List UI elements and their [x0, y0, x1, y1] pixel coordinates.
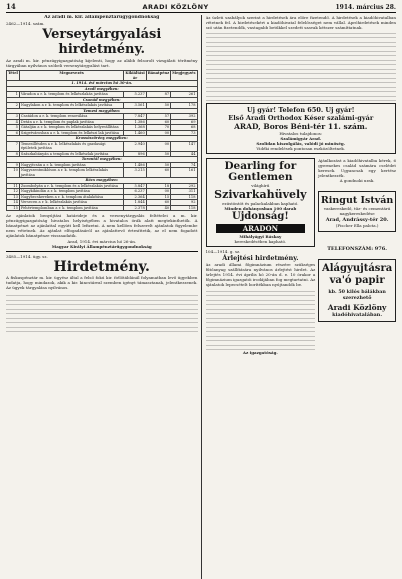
salami-name-b: szalámi-gyár — [327, 114, 374, 122]
alagyujtas-brand: Aradi Közlöny — [327, 303, 387, 312]
divider — [6, 251, 198, 252]
table-cell-c: 161 — [171, 168, 197, 178]
dearling-shop: kereskedésében kapható. — [234, 239, 287, 244]
col-header-name: Megnevezés — [19, 71, 123, 81]
table-cell-a: 3.561 — [124, 103, 146, 109]
table-cell-c: 92 — [171, 200, 197, 206]
table-cell-c: 74 — [171, 162, 197, 168]
notice2-number: 3485—1914. ügy. sz. — [6, 254, 48, 259]
table-cell-b: 50 — [146, 103, 170, 109]
table-cell-name: Zsombolyán a r. k. templom és a lelkészlakás javítása — [19, 183, 123, 189]
table-section-label: Csanád megyében: — [7, 97, 198, 103]
ringut-desc-1: vaskereskedő, tűz- és cementárú — [323, 206, 391, 211]
table-cell-name: Szászkabányán a templom és lelkészlak javítása — [19, 151, 123, 157]
table-cell-name: Nagybecskereken a r. k. templom átalakítása — [19, 194, 123, 200]
table-cell-no: 13 — [7, 194, 20, 200]
dearling-avail: Minden dohányosban 100 darab — [224, 206, 297, 211]
table-cell-a: 1.460 — [124, 130, 146, 136]
notice-signature: Magyar Királyi Állampénztárügygondnokság — [51, 244, 152, 249]
dearling-desc: ezüstöntöt és palackalakban kapható. — [222, 201, 299, 206]
alagyujtas-ad — [318, 259, 396, 322]
table-cell-no: 8 — [7, 151, 20, 157]
notice-headline: Verseytárgyalási hirdetmény. — [42, 27, 162, 57]
table-cell-a: 1.486 — [124, 162, 146, 168]
table-cell-b: 57 — [146, 114, 170, 120]
table-cell-b: 00 — [146, 130, 170, 136]
table-cell-b: 40 — [146, 205, 170, 211]
ringut-name: Ringut István — [320, 195, 394, 206]
table-cell-a: 1.368 — [124, 125, 146, 131]
table-row — [7, 205, 198, 211]
table-cell-a: 2.940 — [124, 141, 146, 151]
dearling-brand-sub: Mihályágyi Ráskay — [239, 234, 282, 239]
salami-name: Első Aradi Orthodox Késer — [228, 114, 325, 122]
ringut-ad — [318, 191, 396, 232]
table-section-label: Aradi megyében: — [7, 86, 198, 92]
newspaper-title: ARADI KÖZLÖNY — [142, 3, 209, 11]
table-cell-a: 5.237 — [124, 92, 146, 98]
notice-number: 2462—1914. szám. — [6, 21, 45, 26]
table-section-label: Temesi megyében: — [7, 108, 198, 114]
dearling-novelty: Ujdonság! — [231, 211, 289, 222]
table-row — [7, 141, 198, 151]
notice2-body: A fiskuspénztár m. kir. ügyész által a felső fokú kir. ítélőtáblánál folyamatban levő ügyekben tudatja, hogy mindazok, akik a kir. kincstárral szemben igényt támasztanak, jelentkezzenek. Az ügyek tárgyalása nyilvános. — [6, 275, 198, 290]
table-cell-a: 3.215 — [124, 168, 146, 178]
salami-owner: Szalámigyár Arad. — [280, 136, 322, 141]
table-cell-a: 896 — [124, 151, 146, 157]
table-row — [7, 103, 198, 109]
table-cell-b: 87 — [146, 92, 170, 98]
salami-phone-line: Uj gyár! Telefon 650. Uj gyár! — [247, 106, 355, 114]
page-header — [6, 3, 396, 13]
right-column — [206, 15, 397, 579]
table-cell-c: 261 — [171, 92, 197, 98]
table-cell-b: 60 — [146, 200, 170, 206]
notice3-sign: Az igazgatóság. — [242, 350, 278, 355]
salami-slogan: Szolidan kiszolgálás, valódi jó minőség. — [256, 141, 346, 146]
table-cell-b: 15 — [146, 194, 170, 200]
table-section-label: Bács megyében: — [7, 178, 198, 184]
tender-table — [6, 70, 198, 211]
dearling-ad — [206, 158, 316, 247]
table-row — [7, 92, 198, 98]
table-cell-a: 2.378 — [124, 205, 146, 211]
table-cell-no: 2 — [7, 103, 20, 109]
small-ad-sig: A gondnoki urak. — [339, 178, 375, 183]
table-cell-c: 73 — [171, 130, 197, 136]
table-cell-c: 311 — [171, 189, 197, 195]
table-cell-no: 4 — [7, 119, 20, 125]
table-cell-no: 5 — [7, 125, 20, 131]
salami-owner-label: Hivatalos tulajdonos: — [279, 131, 323, 136]
table-cell-b: 60 — [146, 168, 170, 178]
tender-table-body — [7, 81, 198, 211]
table-row — [7, 194, 198, 200]
table-cell-no: 3 — [7, 114, 20, 120]
table-row — [7, 183, 198, 189]
table-cell-c: 118 — [171, 205, 197, 211]
table-cell-no: 9 — [7, 162, 20, 168]
salami-ad — [206, 103, 397, 154]
notice-signoff: Arad, 1914. évi március hó 26-án. — [67, 239, 137, 244]
table-cell-name: Nagyjécsán a r. k. templom javítása — [19, 162, 123, 168]
table-cell-no: 10 — [7, 168, 20, 178]
table-cell-name: Váradon a r. k. templom és lelkészlakás javítása — [19, 92, 123, 98]
table-cell-no: 6 — [7, 130, 20, 136]
page-number: 14 — [6, 2, 16, 11]
alagyujtas-office: kiadóhivatalában. — [332, 312, 383, 318]
ringut-desc-2: nagykereskedése — [339, 211, 375, 216]
col-header-no: Tétel — [7, 71, 20, 81]
notice-authority: Az aradi m. kir. állampénztárügygondnokság — [44, 15, 160, 20]
dearling-brand: ARADON — [216, 224, 306, 233]
table-cell-b: 50 — [146, 151, 170, 157]
notice-intro: Az aradi m. kir. pénzügyigazgatóság kijelenti, hogy az alább felsorolt vizsgálati térítmény tárgyában nyilvános szóbeli versenytárgyalást tart. — [6, 58, 198, 68]
table-cell-b: 60 — [146, 119, 170, 125]
table-cell-c: 392 — [171, 114, 197, 120]
rules-continued-text — [206, 31, 397, 101]
table-cell-name: Temesillésden a r. k. lelkészlakás és gazdasági épületek javítása — [19, 141, 123, 151]
left-column — [6, 15, 202, 579]
col-header-a: Kikiáltási ár — [125, 71, 145, 80]
salami-address: ARAD, Boros Béni-tér 11. szám. — [234, 122, 368, 131]
table-cell-b: 70 — [146, 125, 170, 131]
table-cell-name: Detán a r. k. templom és paplak javítása — [19, 119, 123, 125]
table-cell-a: 5.847 — [124, 183, 146, 189]
ringut-address: Arad, Andrássy-tér 20. — [325, 217, 389, 223]
ringut-phone: TELEFONSZÁM: 976. — [327, 246, 387, 252]
notice2-headline: Hirdetmény. — [53, 259, 150, 275]
table-cell-no: 12 — [7, 189, 20, 195]
table-cell-name: Nagylakon a r. k. templom és lelkészlakás javítása — [19, 103, 123, 109]
notice2-continued-text — [6, 292, 198, 332]
table-cell-name: Nagyszentmiklóson a r. k. templom lelkészlakás javítása — [19, 168, 123, 178]
table-cell-c: 68 — [171, 125, 197, 131]
table-cell-a: 1.844 — [124, 200, 146, 206]
table-cell-name: Szigetvárosban a r. k. templom és lelkészi lak javítása — [19, 130, 123, 136]
dearling-title-2: Gentlemen — [228, 171, 293, 183]
table-cell-a: 1.386 — [124, 119, 146, 125]
table-row — [7, 125, 198, 131]
table-cell-name: Csatádon a r. k. templom renoválása — [19, 114, 123, 120]
dearling-sub: világhírű — [251, 183, 270, 188]
alagyujtas-title-2: va'ó papir — [329, 275, 385, 286]
table-cell-a: 6.237 — [124, 189, 146, 195]
notice3-body: Az aradi állami főgimnázium részére szükséges fűtőanyag szállítására nyilvános árlejtést hirdet. Az árlejtés 1914. évi április hó 20-án d. e. 10 órakor a főgimnázium igazgatói irodájában fog megtartatni. Az ajánlatok lepecsételt borítékban nyújtandók be. — [205, 262, 316, 287]
table-cell-b: 50 — [146, 162, 170, 168]
table-cell-a: 7.847 — [124, 114, 146, 120]
table-section-label: Torontál megyében: — [7, 157, 198, 163]
dearling-title-1: Dearling for — [224, 160, 297, 172]
small-ad-text: Ajánlkozást a kiadóhivatalba kérek, 6 gyermekes család számára cselédet keresek. Ugyancsak egy kertész jelentkezzék. — [318, 158, 396, 178]
notice3-headline: Árlejtési hirdetmény. — [222, 254, 299, 262]
table-cell-c: 178 — [171, 103, 197, 109]
table-cell-name: Gátalján a r. k. templom és lelkészlakás helyreállítása — [19, 125, 123, 131]
notice3-continued-text — [206, 288, 316, 350]
table-cell-no: 15 — [7, 205, 20, 211]
table-cell-no: 14 — [7, 200, 20, 206]
issue-date: 1914. március 28. — [335, 4, 396, 11]
table-cell-c: 292 — [171, 183, 197, 189]
table-cell-c: 44 — [171, 151, 197, 157]
alagyujtas-title: Alágyujtásra — [321, 263, 393, 274]
table-cell-no: 1 — [7, 92, 20, 98]
tender-date-line: 1. 1914. évi március hó 30-án. — [7, 81, 198, 87]
table-cell-c: 69 — [171, 119, 197, 125]
col-header-b: Bánatpénz — [146, 71, 170, 81]
table-cell-no: 7 — [7, 141, 20, 151]
notice3-number: 104—1914. g. sz. — [205, 249, 241, 254]
table-cell-name: Versecen a r. k. lelkészlakás javítása — [19, 200, 123, 206]
table-cell-a: 2.364 — [124, 194, 146, 200]
table-row — [7, 151, 198, 157]
table-cell-name: Nagykikindán a r. k. templom javítása — [19, 189, 123, 195]
table-row — [7, 168, 198, 178]
table-cell-b: 18 — [146, 183, 170, 189]
alagyujtas-desc: kb. 50 kilós bálákban szerezhető — [328, 289, 386, 301]
dearling-product: Szivarkahüvely — [214, 188, 307, 201]
col-header-c: Megjegyzés — [171, 71, 197, 81]
table-row — [7, 130, 198, 136]
table-cell-name: Fehértemplomban a r. k. templom javítása — [19, 205, 123, 211]
table-cell-c: 147 — [171, 141, 197, 151]
table-cell-no: 11 — [7, 183, 20, 189]
table-cell-b: 00 — [146, 141, 170, 151]
table-section-label: Krassószörény megyében: — [7, 136, 198, 142]
ringut-address-2: (Fischer Ella palota.) — [335, 223, 379, 228]
notice-body: Az ajánlatok benyújtási határideje és a versenytárgyalás feltételei a m. kir. pénzügyigazgatóság hivatalos helyiségében a hivatalos órák alatt megtekinthetők. A bánatpénzt az ajánlattal együtt kell lefizetni. A nem kellően felszerelt ajánlatok figyelembe nem vétetnek. Az ajánlat elfogadásáról az ajánlattevő értesíttetik, az el nem fogadott ajánlatok bánatpénze visszaadatik. — [6, 213, 198, 238]
table-cell-b: 00 — [146, 189, 170, 195]
rules-text: Az üzleti szabályok szerint a hirdetések ára előre fizetendő. A hirdetések a kiadóhivatalban vétetnek fel. A hirdetésekért a kiadóhivatal felelősséget nem vállal. Apróhirdetések minden szó után fizetendők, vastagabb betűkkel szedett szavak kétszer számíttatnak. — [205, 15, 396, 30]
salami-footer: Vidéki rendelések pontosan eszközöltetnek. — [256, 146, 346, 151]
table-cell-c: 118 — [171, 194, 197, 200]
